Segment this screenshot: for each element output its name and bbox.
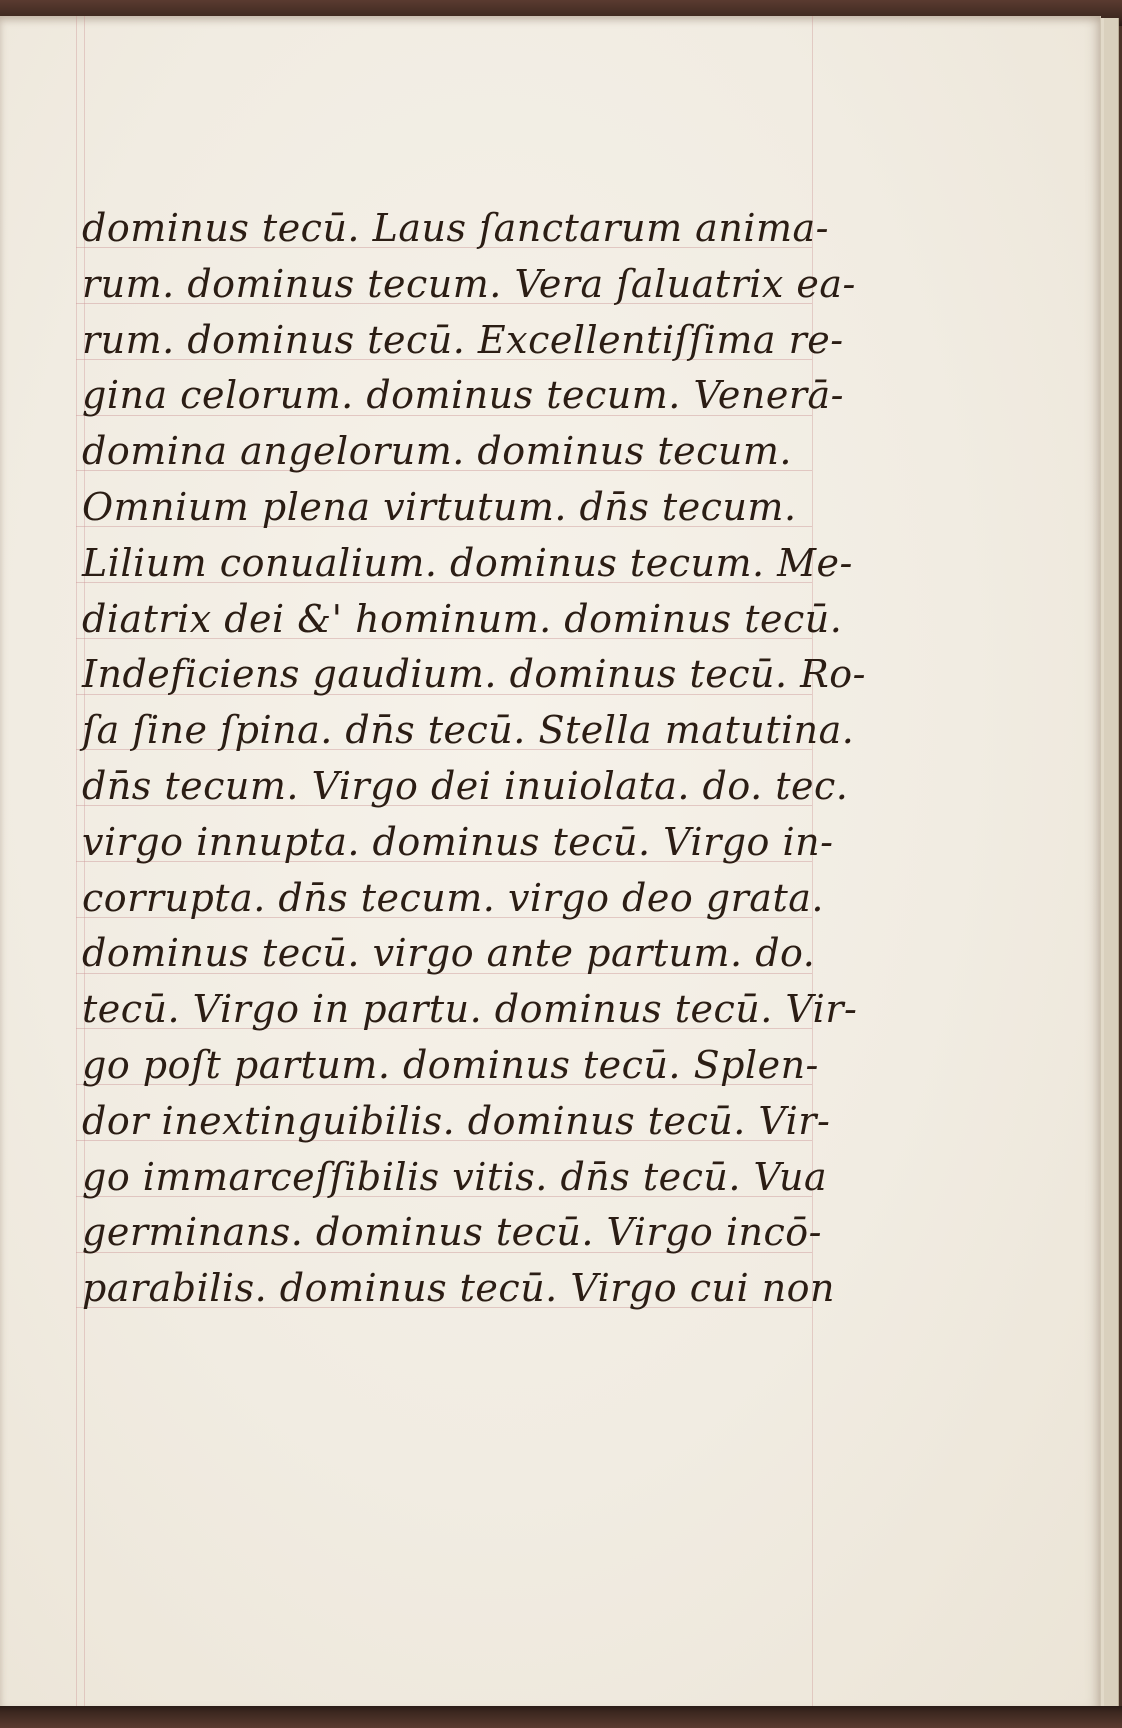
text-line: rum. dominus tecū. Excellentiſſima re- — [82, 317, 844, 362]
text-line: dominus tecū. virgo ante partum. do. — [82, 931, 816, 976]
text-line: Omnium plena virtutum. dn̄s tecum. — [82, 484, 797, 529]
text-line: ſa ſine ſpina. dn̄s tecū. Stella matutina. — [82, 708, 855, 753]
text-line: dominus tecū. Laus ſanctarum anima- — [82, 206, 829, 250]
manuscript-text — [82, 201, 867, 1317]
text-line: parabilis. dominus tecū. Virgo cui non — [82, 1266, 836, 1311]
text-line: virgo innupta. dominus tecū. Virgo in- — [82, 819, 834, 864]
text-line: tecū. Virgo in partu. dominus tecū. Vir- — [82, 987, 858, 1032]
text-line: Lilium conualium. dominus tecum. Me- — [82, 540, 853, 585]
text-line: corrupta. dn̄s tecum. virgo deo grata. — [82, 875, 824, 920]
text-line: germinans. dominus tecū. Virgo incō- — [82, 1210, 823, 1255]
text-line: gina celorum. dominus tecum. Venerā- — [82, 373, 845, 418]
text-line: dor inextinguibilis. dominus tecū. Vir- — [82, 1098, 831, 1143]
text-line: go immarceſſibilis vitis. dn̄s tecū. Vua — [82, 1154, 828, 1199]
text-line: dn̄s tecum. Virgo dei inuiolata. do. tec. — [82, 763, 849, 808]
page-edge — [1104, 18, 1119, 1714]
text-line: domina angelorum. dominus tecum. — [82, 429, 792, 474]
ruling-line — [76, 16, 77, 1710]
text-line: Indeficiens gaudium. dominus tecū. Ro- — [82, 652, 867, 697]
text-line: diatrix dei &' hominum. dominus tecū. — [82, 596, 843, 641]
manuscript-page — [0, 16, 1101, 1710]
text-line: go poſt partum. dominus tecū. Splen- — [82, 1042, 819, 1087]
binding-bottom-edge — [0, 1706, 1122, 1728]
text-line: rum. dominus tecum. Vera ſaluatrix ea- — [82, 261, 856, 306]
